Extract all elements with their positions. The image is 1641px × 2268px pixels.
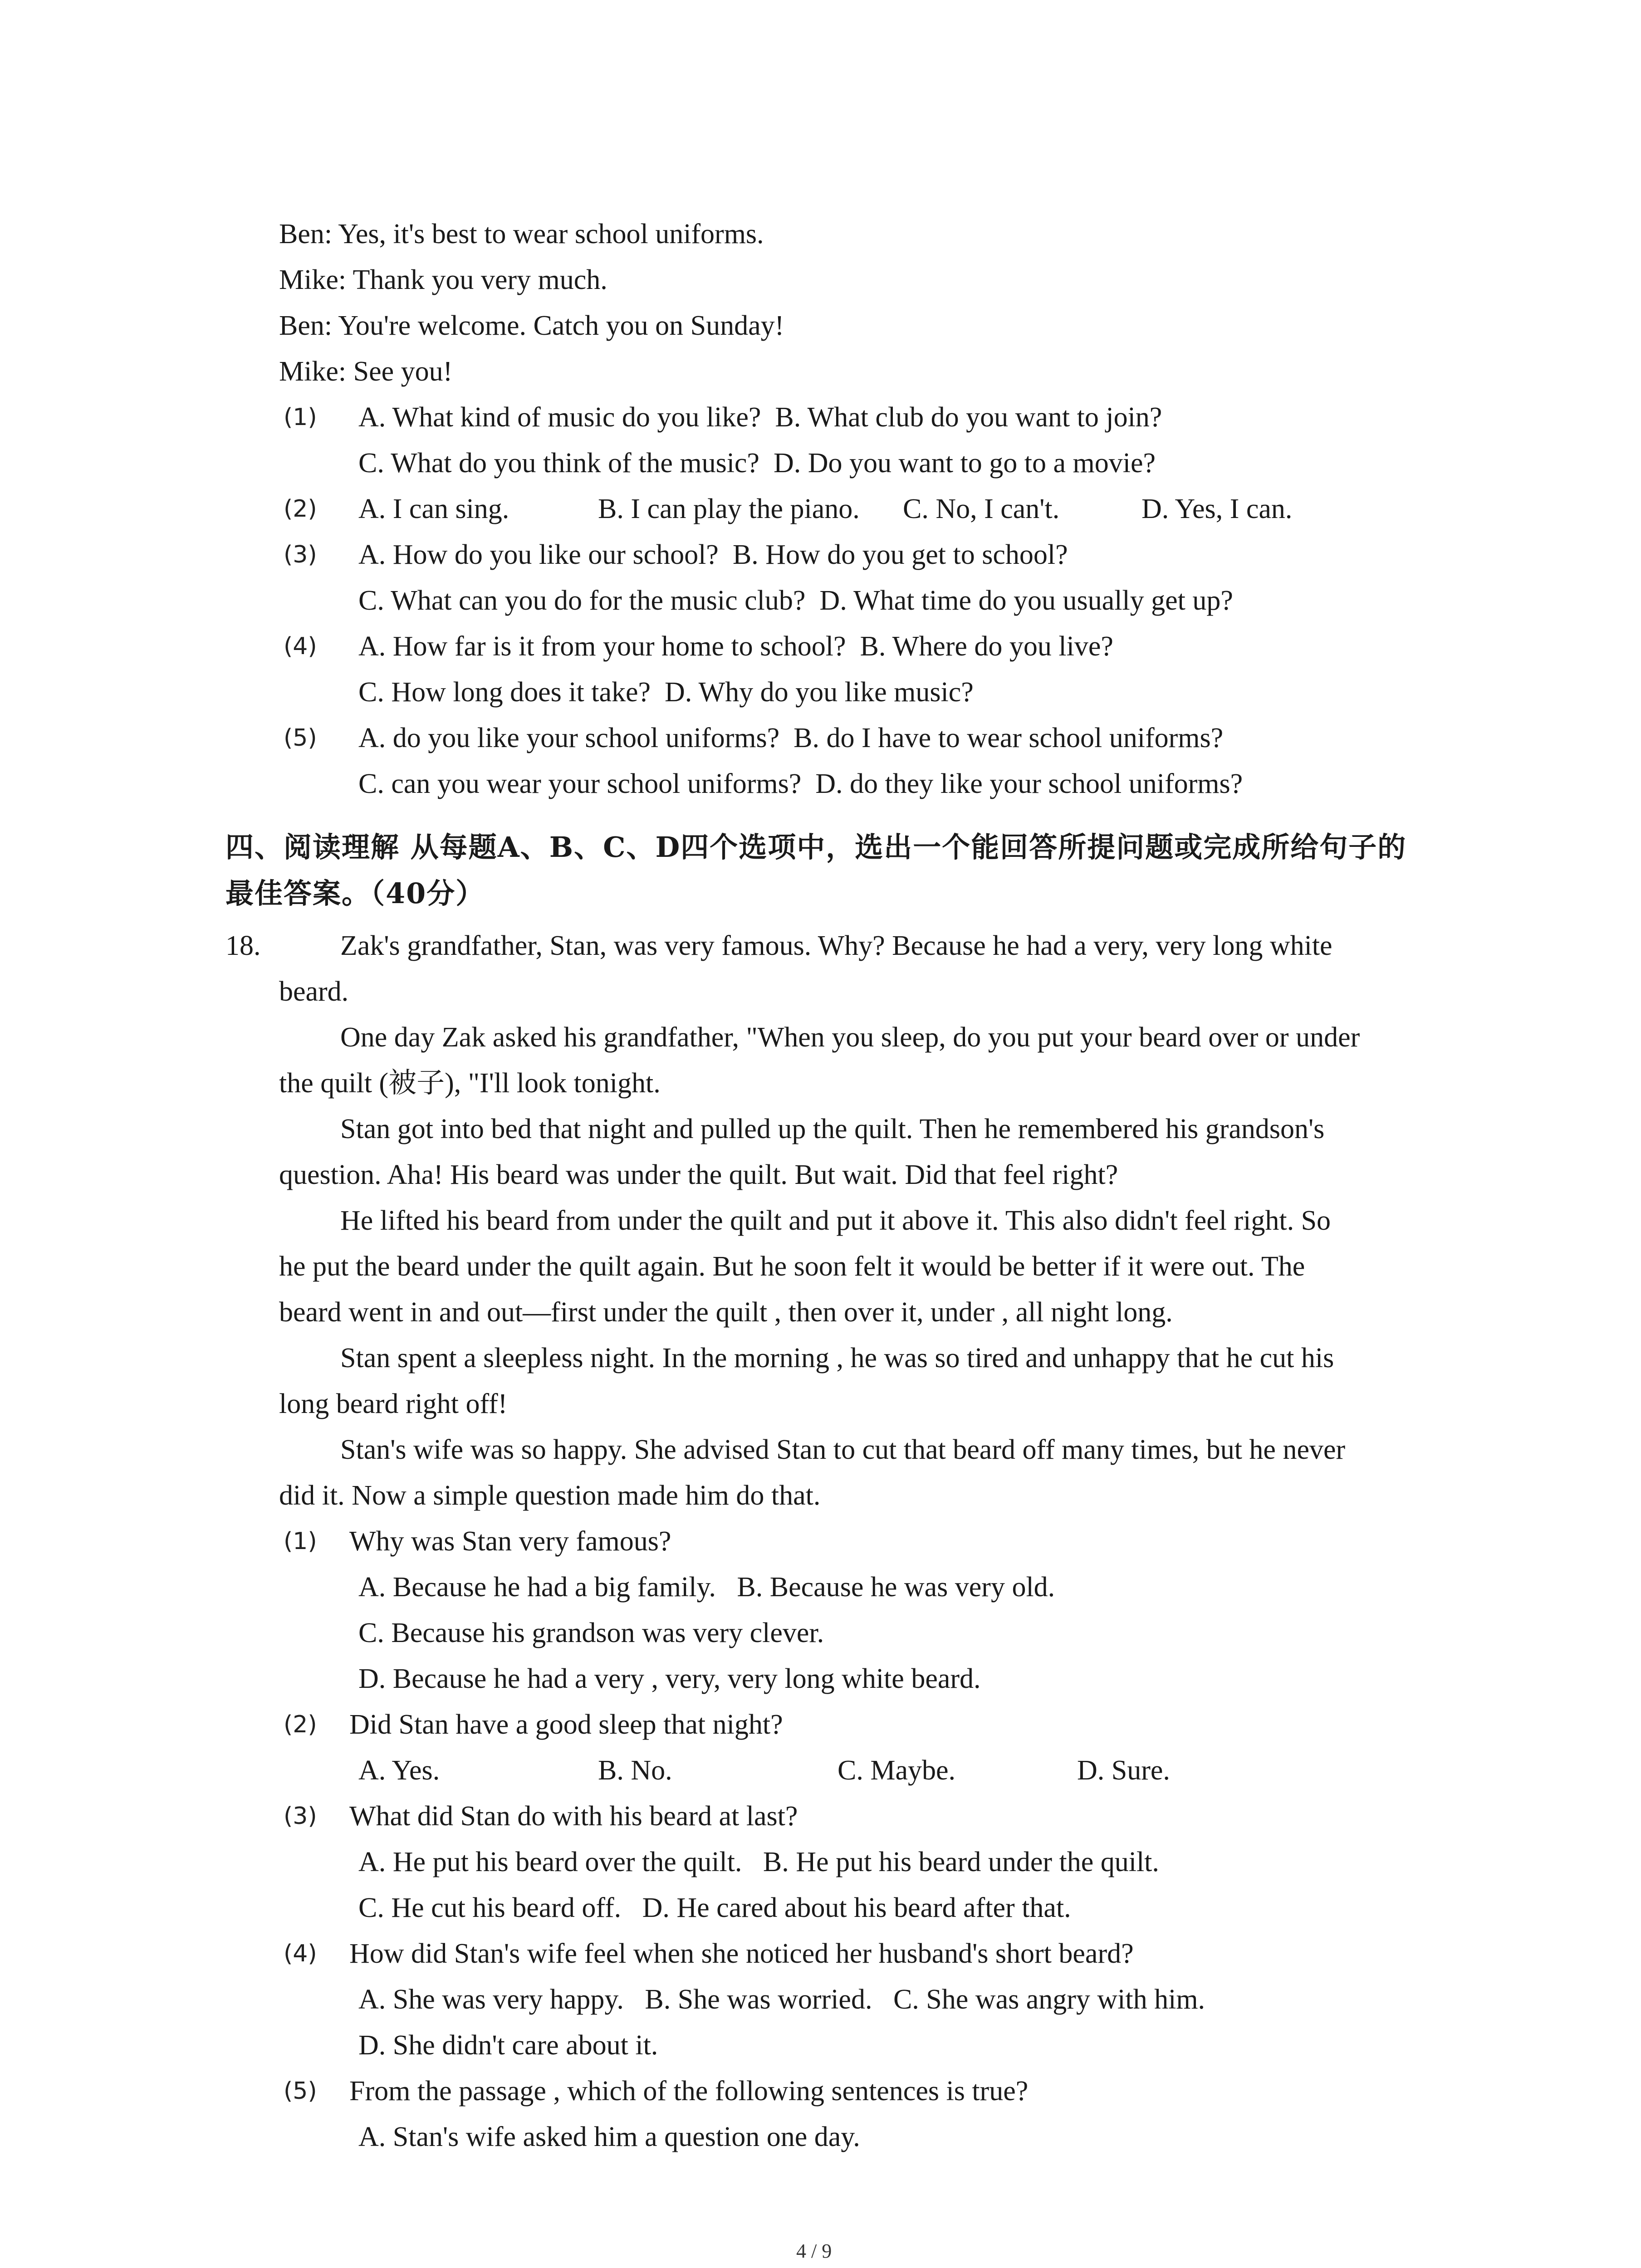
section-heading: 最佳答案。（40分） <box>225 877 485 910</box>
question-stem: Did Stan have a good sleep that night? <box>349 1709 783 1740</box>
option-line: A. Yes. <box>358 1755 440 1786</box>
passage-line: he put the beard under the quilt again. But he soon felt it would be better if it were out. The <box>279 1251 1305 1282</box>
option-line: C. Because his grandson was very clever. <box>358 1618 824 1648</box>
question-stem: What did Stan do with his beard at last? <box>349 1801 798 1832</box>
question-number: 18. <box>225 930 261 961</box>
dialogue-line: Ben: You're welcome. Catch you on Sunday! <box>279 310 784 341</box>
passage-line: Stan spent a sleepless night. In the morning , he was so tired and unhappy that he cut his <box>340 1343 1334 1374</box>
question-number: (5) <box>284 2077 317 2105</box>
question-number: (1) <box>284 1528 317 1555</box>
option-line: D. Yes, I can. <box>1141 494 1293 524</box>
option-line: A. What kind of music do you like? B. What club do you want to join? <box>358 402 1162 433</box>
question-number: (3) <box>284 541 317 568</box>
option-line: D. Sure. <box>1077 1755 1170 1786</box>
passage-line: the quilt (被子), "I'll look tonight. <box>279 1068 661 1099</box>
option-line: A. I can sing. <box>358 494 509 524</box>
dialogue-line: Mike: See you! <box>279 356 453 387</box>
option-line: A. How do you like our school? B. How do you get to school? <box>358 539 1068 570</box>
option-line: A. He put his beard over the quilt. B. He put his beard under the quilt. <box>358 1847 1159 1877</box>
question-number: (2) <box>284 495 317 523</box>
passage-line: beard. <box>279 976 349 1007</box>
question-stem: Why was Stan very famous? <box>349 1526 671 1557</box>
question-number: (5) <box>284 724 317 752</box>
option-line: A. How far is it from your home to school? B. Where do you live? <box>358 631 1113 662</box>
option-line: A. Stan's wife asked him a question one day. <box>358 2121 860 2152</box>
passage-line: One day Zak asked his grandfather, "When you sleep, do you put your beard over or under <box>340 1022 1360 1053</box>
option-line: C. can you wear your school uniforms? D. do they like your school uniforms? <box>358 768 1243 799</box>
passage-line: long beard right off! <box>279 1388 508 1419</box>
passage-line: He lifted his beard from under the quilt and put it above it. This also didn't feel right. So <box>340 1205 1331 1236</box>
passage-line: Stan got into bed that night and pulled up the quilt. Then he remembered his grandson's <box>340 1114 1325 1144</box>
option-line: C. What can you do for the music club? D. What time do you usually get up? <box>358 585 1233 616</box>
question-number: (4) <box>284 1940 317 1967</box>
question-stem: How did Stan's wife feel when she noticed her husband's short beard? <box>349 1938 1134 1969</box>
dialogue-line: Mike: Thank you very much. <box>279 264 607 295</box>
question-number: (2) <box>284 1711 317 1738</box>
option-line: C. What do you think of the music? D. Do you want to go to a movie? <box>358 448 1156 479</box>
passage-line: Zak's grandfather, Stan, was very famous. Why? Because he had a very, very long white <box>340 930 1332 961</box>
question-number: (3) <box>284 1803 317 1830</box>
option-line: D. She didn't care about it. <box>358 2030 658 2061</box>
page-number: 4 / 9 <box>796 2240 832 2262</box>
option-line: C. No, I can't. <box>903 494 1060 524</box>
option-line: D. Because he had a very , very, very long white beard. <box>358 1663 981 1694</box>
option-line: C. How long does it take? D. Why do you like music? <box>358 677 974 708</box>
passage-line: beard went in and out—first under the quilt , then over it, under , all night long. <box>279 1297 1173 1328</box>
option-line: B. No. <box>598 1755 672 1786</box>
section-heading: 四、阅读理解 从每题A、B、C、D四个选项中，选出一个能回答所提问题或完成所给句子的 <box>225 831 1407 864</box>
option-line: C. He cut his beard off. D. He cared about his beard after that. <box>358 1892 1071 1923</box>
option-line: B. I can play the piano. <box>598 494 860 524</box>
question-stem: From the passage , which of the following sentences is true? <box>349 2076 1029 2107</box>
option-line: A. She was very happy. B. She was worried. C. She was angry with him. <box>358 1984 1205 2015</box>
question-number: (1) <box>284 404 317 431</box>
question-number: (4) <box>284 633 317 660</box>
passage-line: question. Aha! His beard was under the quilt. But wait. Did that feel right? <box>279 1159 1118 1190</box>
option-line: A. do you like your school uniforms? B. do I have to wear school uniforms? <box>358 723 1224 753</box>
passage-line: did it. Now a simple question made him do that. <box>279 1480 821 1511</box>
option-line: C. Maybe. <box>838 1755 956 1786</box>
option-line: A. Because he had a big family. B. Because he was very old. <box>358 1572 1055 1603</box>
dialogue-line: Ben: Yes, it's best to wear school uniforms. <box>279 219 764 249</box>
passage-line: Stan's wife was so happy. She advised Stan to cut that beard off many times, but he never <box>340 1434 1346 1465</box>
